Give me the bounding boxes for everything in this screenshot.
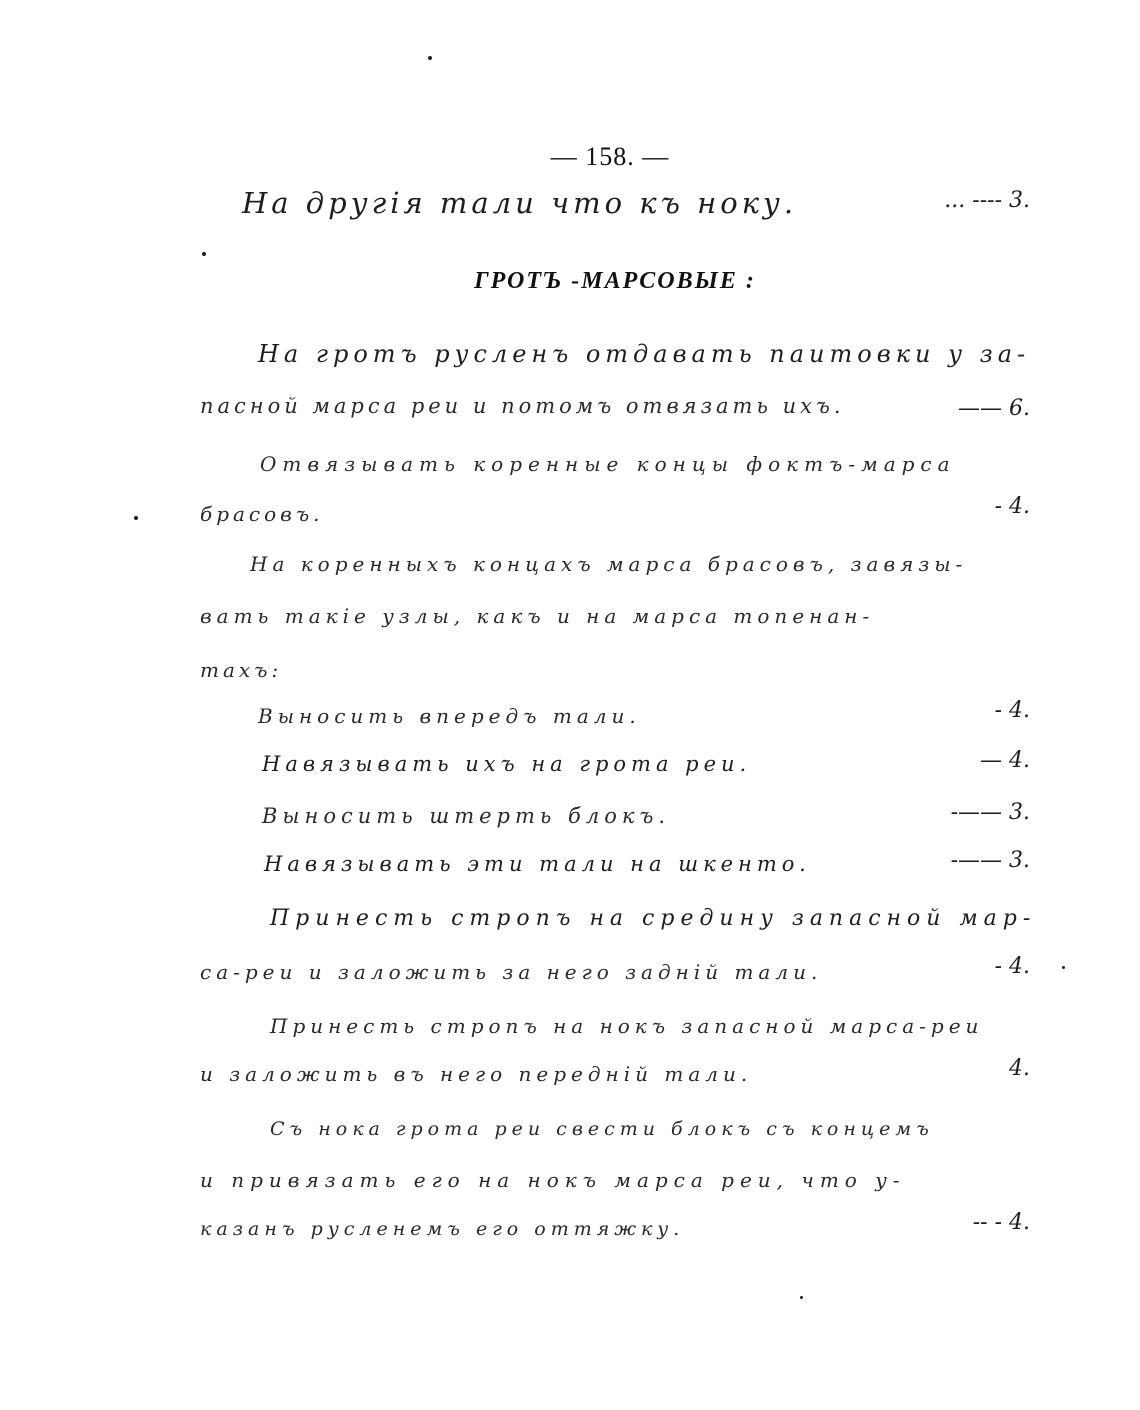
ink-speck <box>134 516 138 520</box>
line-text: брасовъ. <box>200 502 324 526</box>
ink-speck <box>202 252 206 256</box>
text-line <box>0 696 1140 740</box>
text-line <box>0 1210 1140 1254</box>
text-line <box>0 650 1140 694</box>
text-line <box>0 1110 1140 1154</box>
text-line <box>0 544 1140 588</box>
text-line <box>0 1160 1140 1204</box>
line-text: вать такіе узлы, какъ и на марса топенан- <box>200 604 875 628</box>
line-text: и привязать его на нокъ марса реи, что у- <box>200 1168 906 1192</box>
line-count: -—— 3. <box>950 800 1030 825</box>
text-line <box>0 900 1140 944</box>
line-count: -- - 4. <box>972 1210 1030 1235</box>
text-line <box>0 182 1140 226</box>
line-text: Принесть стропъ на нокъ запасной марса-реи <box>270 1014 984 1038</box>
text-line <box>0 746 1140 790</box>
line-count: ... ---- 3. <box>944 188 1030 213</box>
text-line <box>0 1006 1140 1050</box>
line-text: На гротъ русленъ отдавать паитовки у за- <box>258 340 1031 368</box>
section-heading: ГРОТЪ -МАРСОВЫЕ : <box>474 268 756 294</box>
text-line <box>0 798 1140 842</box>
line-text: Отвязывать коренные концы фоктъ-марса <box>260 452 956 476</box>
ink-speck <box>800 1296 803 1299</box>
line-count: - 4. <box>994 698 1030 723</box>
text-line <box>0 494 1140 538</box>
line-text: На другія тали что къ ноку. <box>242 186 798 220</box>
text-line <box>0 1054 1140 1098</box>
line-count: -—— 3. <box>950 848 1030 873</box>
line-text: тахъ: <box>200 658 283 682</box>
line-text: са-реи и заложить за него задній тали. <box>200 960 823 984</box>
line-count: - 4. <box>994 494 1030 519</box>
line-count: — 4. <box>980 748 1030 773</box>
line-text: Навязывать эти тали на шкентo. <box>264 852 811 876</box>
text-line <box>0 444 1140 488</box>
text-line <box>0 846 1140 890</box>
line-text: Навязывать ихъ на грота реи. <box>262 752 752 776</box>
line-text: Принесть стропъ на средину запасной мар- <box>270 906 1037 931</box>
line-text: пасной марса реи и потомъ отвязать ихъ. <box>200 394 845 418</box>
text-line <box>0 596 1140 640</box>
line-text: На коренныхъ концахъ марса брасовъ, завязы- <box>250 552 968 576</box>
line-text: Выносить впередъ тали. <box>258 704 641 728</box>
line-text: казанъ русленемъ его оттяжку. <box>200 1218 685 1240</box>
line-count: - 4. <box>994 954 1030 979</box>
text-line <box>0 390 1140 434</box>
text-line <box>0 952 1140 996</box>
line-count: 4. <box>1009 1056 1030 1081</box>
text-line <box>0 336 1140 380</box>
line-text: и заложить въ него передній тали. <box>200 1062 753 1086</box>
ink-speck <box>1062 966 1065 969</box>
line-text: Съ нока грота реи свести блокъ съ концемъ <box>270 1118 934 1140</box>
page-number: — 158. — <box>550 142 670 171</box>
ink-speck <box>428 56 432 60</box>
line-text: Выносить штерть блокъ. <box>262 804 671 828</box>
line-count: —— 6. <box>958 396 1030 421</box>
